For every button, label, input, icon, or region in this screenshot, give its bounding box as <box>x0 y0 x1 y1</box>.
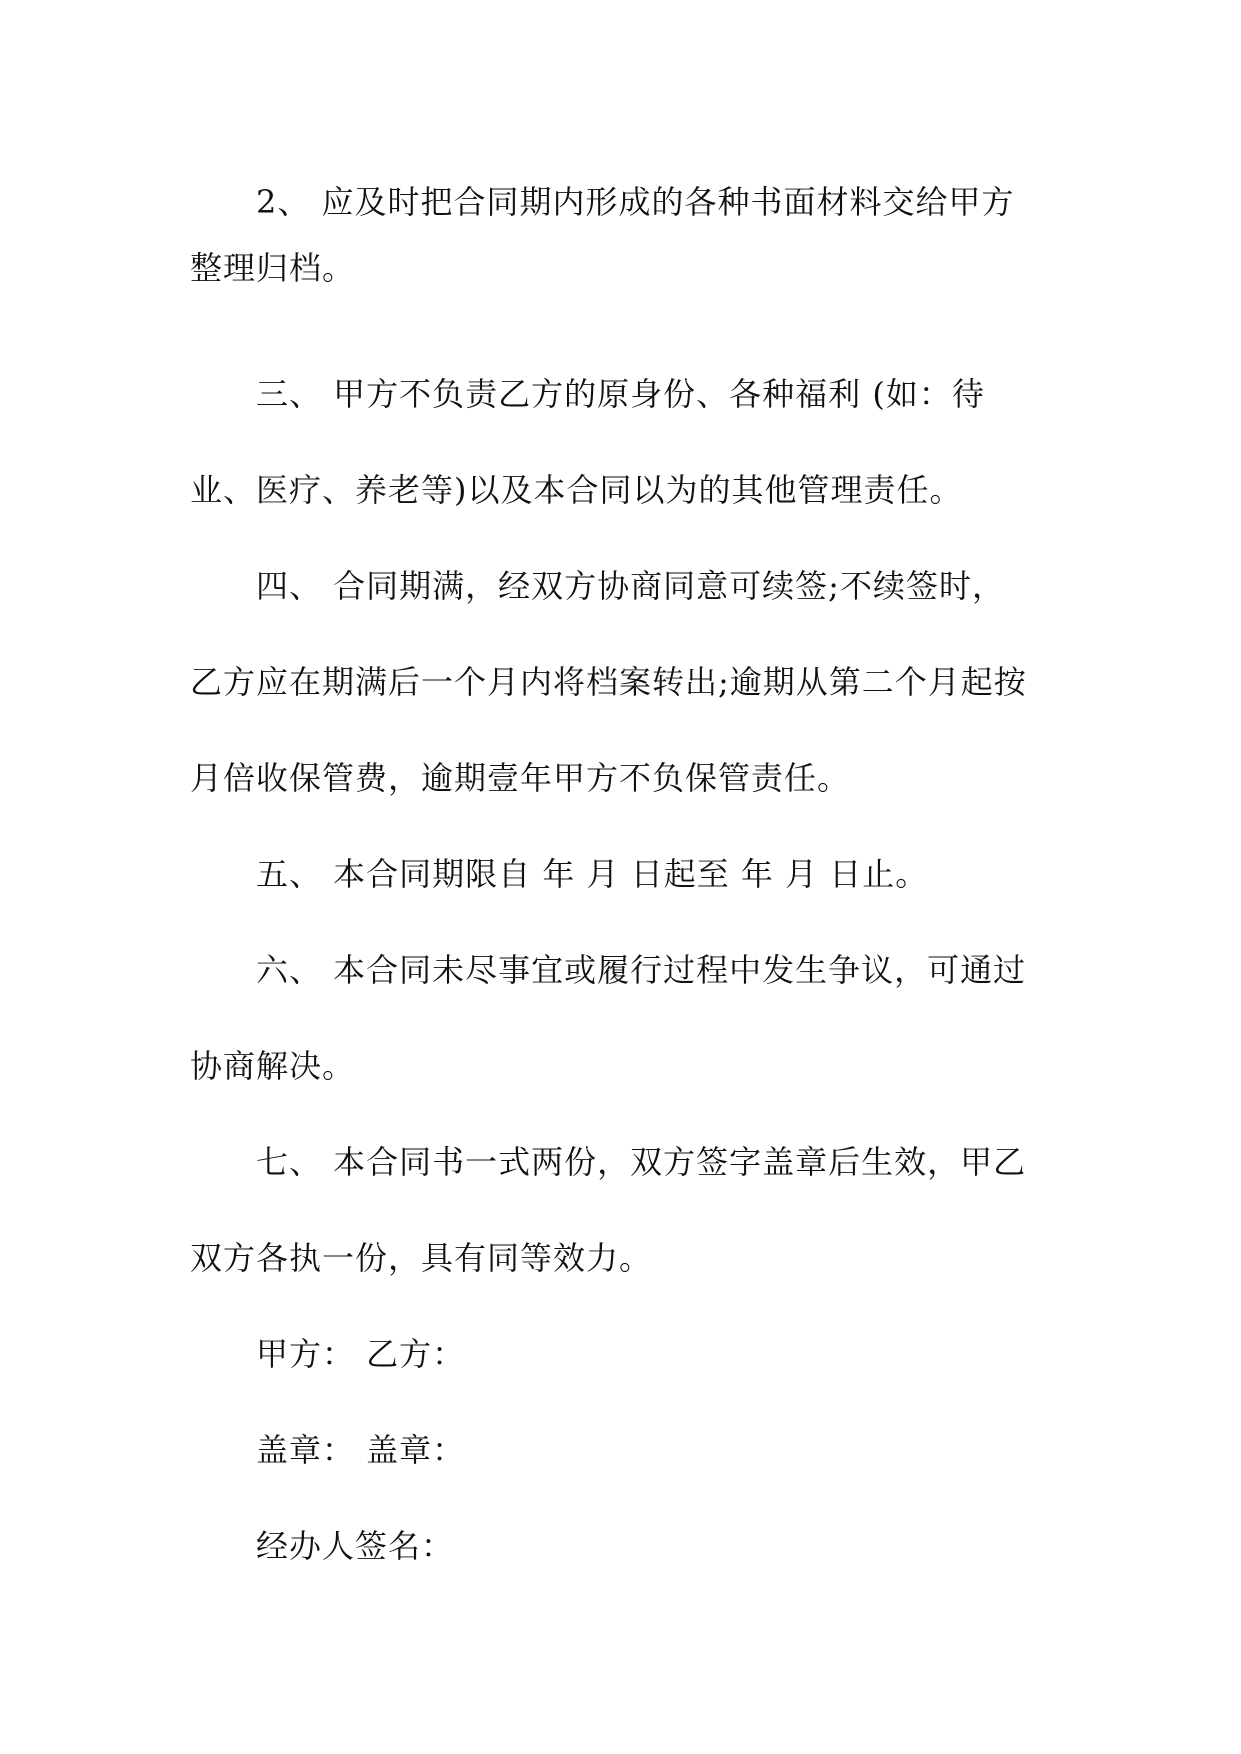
signature-label: 经办人签名： <box>256 1527 455 1565</box>
seal-labels: 盖章： 盖章： <box>256 1431 466 1469</box>
text-line: 2、 应及时把合同期内形成的各种书面材料交给甲方 <box>256 183 1015 221</box>
text-line: 整理归档。 <box>190 249 356 287</box>
text-line: 五、 本合同期限自 年 月 日起至 年 月 日止。 <box>256 855 929 893</box>
text-line: 协商解决。 <box>190 1047 356 1085</box>
text-line: 三、 甲方不负责乙方的原身份、各种福利 (如：待 <box>256 375 985 413</box>
text-line: 七、 本合同书一式两份，双方签字盖章后生效，甲乙 <box>256 1143 1027 1181</box>
text-line: 月倍收保管费，逾期壹年甲方不负保管责任。 <box>190 759 851 797</box>
party-labels: 甲方： 乙方： <box>256 1335 466 1373</box>
text-line: 业、医疗、养老等)以及本合同以为的其他管理责任。 <box>190 471 963 509</box>
text-line: 乙方应在期满后一个月内将档案转出;逾期从第二个月起按 <box>190 663 1027 701</box>
text-line: 双方各执一份，具有同等效力。 <box>190 1239 653 1277</box>
text-line: 四、 合同期满，经双方协商同意可续签;不续签时， <box>256 567 1005 605</box>
text-line: 六、 本合同未尽事宜或履行过程中发生争议，可通过 <box>256 951 1027 989</box>
